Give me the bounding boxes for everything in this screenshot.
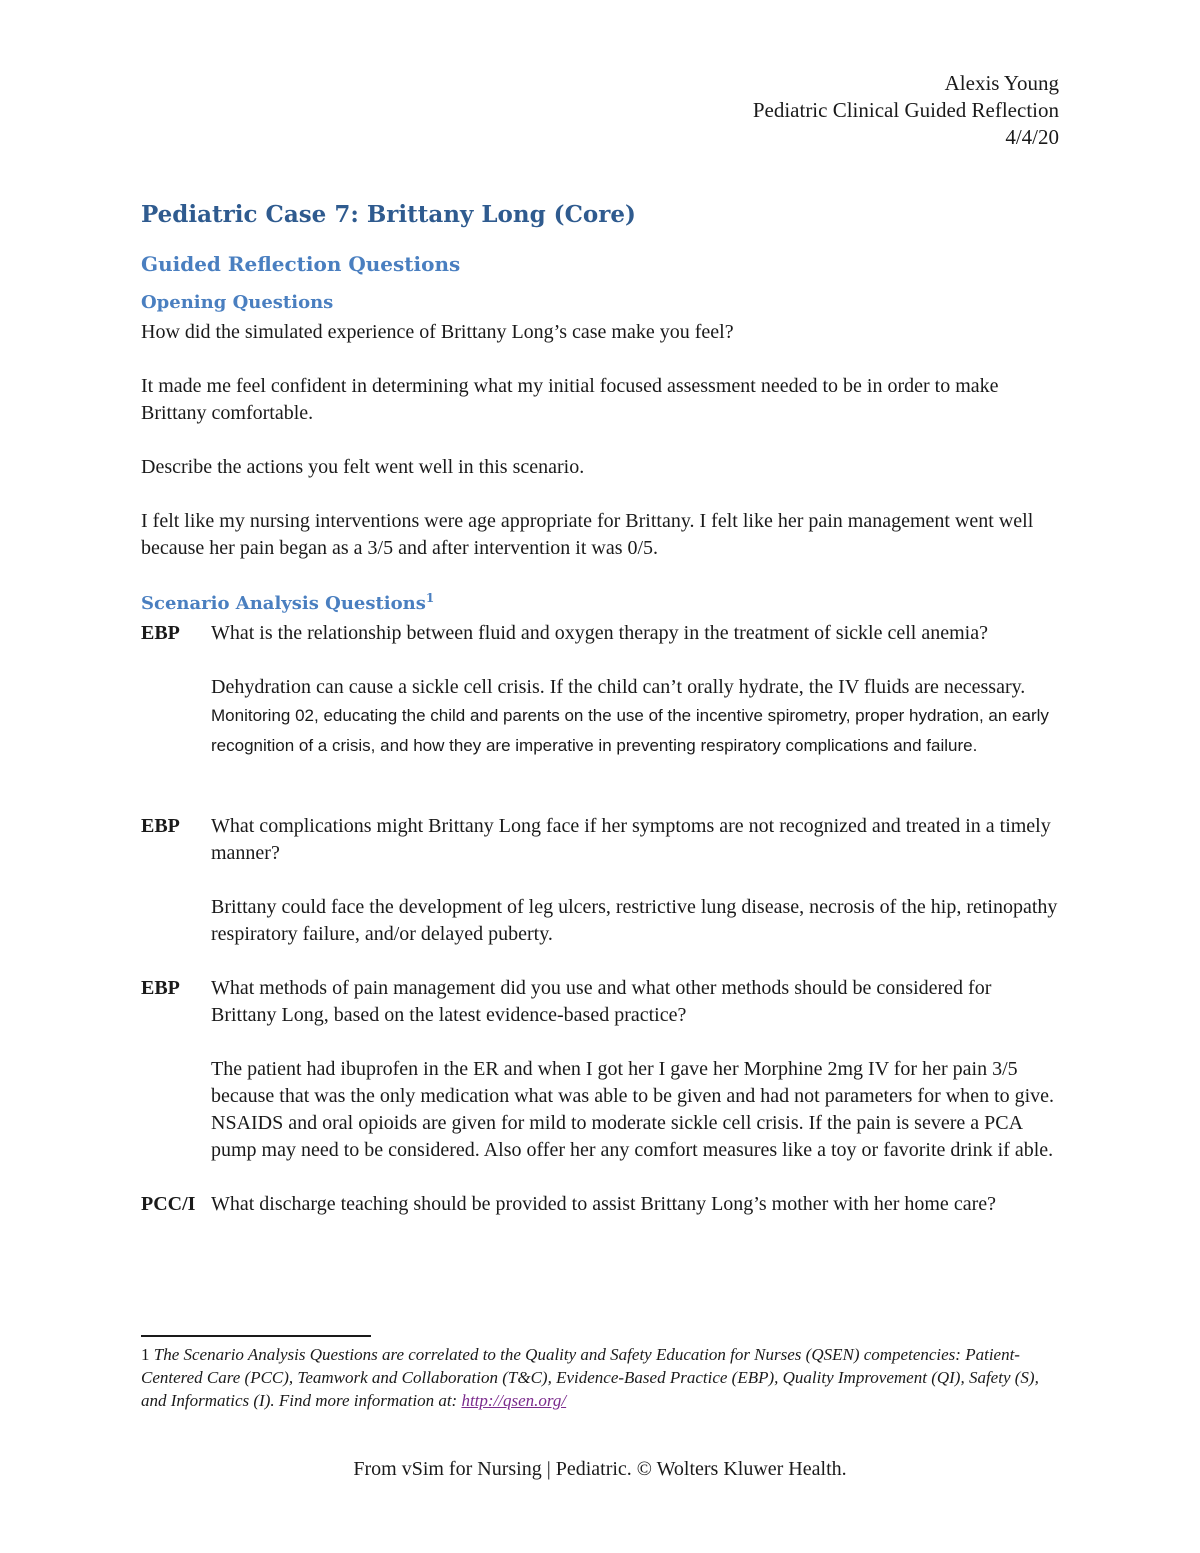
question-tag: PCC/I	[141, 1193, 196, 1215]
answer-sans-part: Monitoring 02, educating the child and parents on the use of the incentive spirometry, proper hydration, an early recognition of a crisis, and how they are imperative in preventing respiratory complications and failure.	[211, 706, 1049, 755]
opening-heading: Opening Questions	[141, 292, 334, 313]
question-text: What methods of pain management did you use and what other methods should be considered for Brittany Long, based on the latest evidence-based practice?	[211, 977, 992, 1026]
page-title: Pediatric Case 7: Brittany Long (Core)	[141, 201, 636, 228]
opening-question-1: How did the simulated experience of Brittany Long’s case make you feel?	[141, 321, 734, 343]
course-title: Pediatric Clinical Guided Reflection	[752, 98, 1059, 122]
question-text: What discharge teaching should be provided to assist Brittany Long’s mother with her home care?	[211, 1193, 996, 1215]
document-header	[753, 70, 1059, 151]
question-tag: EBP	[141, 815, 180, 837]
scenario-item-2	[141, 813, 1061, 948]
page-footer: From vSim for Nursing | Pediatric. © Wolters Kluwer Health.	[353, 1458, 847, 1480]
page-subtitle: Guided Reflection Questions	[141, 252, 461, 276]
footnote-number: 1	[141, 1345, 150, 1364]
answer-text: The patient had ibuprofen in the ER and when I got her I gave her Morphine 2mg IV for her pain 3/5 because that was the only medication what was able to be given and had not parameters for when to give. NSAIDS and oral opioids are given for mild to moderate sickle cell crisis. If the pain is severe a PCA pump may need to be considered. Also offer her any comfort measures like a toy or favorite drink if able.	[211, 1058, 1055, 1161]
scenario-item-3	[141, 975, 1061, 1164]
opening-question-2: Describe the actions you felt went well in this scenario.	[141, 456, 585, 478]
question-tag: EBP	[141, 977, 180, 999]
scenario-heading	[141, 582, 1061, 620]
qsen-link[interactable]: http://qsen.org/	[461, 1391, 567, 1410]
question-text: What is the relationship between fluid and oxygen therapy in the treatment of sickle cell anemia?	[211, 622, 988, 644]
answer-text: Brittany could face the development of leg ulcers, restrictive lung disease, necrosis of the hip, retinopathy respiratory failure, and/or delayed puberty.	[211, 896, 1058, 945]
footnote	[141, 1343, 1061, 1412]
answer-serif-part: Dehydration can cause a sickle cell crisis. If the child can’t orally hydrate, the IV fluids are necessary.	[211, 676, 1026, 698]
scenario-item-4	[141, 1191, 1061, 1218]
document-date: 4/4/20	[1005, 125, 1059, 149]
scenario-item-1	[141, 620, 1061, 761]
opening-answer-1: It made me feel confident in determining what my initial focused assessment needed to be in order to make Brittany comfortable.	[141, 375, 999, 424]
question-text: What complications might Brittany Long face if her symptoms are not recognized and treated in a timely manner?	[211, 815, 1051, 864]
footnote-text: The Scenario Analysis Questions are correlated to the Quality and Safety Education for Nurses (QSEN) competencies: Patient-Centered Care (PCC), Teamwork and Collaboration (T&C), Evidence-Based Practice (EBP), Quality Improvement (QI), Safety (S), and Informatics (I). Find more information at:	[141, 1345, 1039, 1410]
document-body	[141, 195, 1061, 1218]
answer-text	[211, 674, 1061, 761]
question-tag: EBP	[141, 622, 180, 644]
opening-answer-2: I felt like my nursing interventions were age appropriate for Brittany. I felt like her pain management went well because her pain began as a 3/5 and after intervention it was 0/5.	[141, 510, 1034, 559]
author-name: Alexis Young	[944, 71, 1059, 95]
scenario-heading-footnote-ref: 1	[425, 591, 435, 605]
footnote-divider	[141, 1335, 371, 1337]
scenario-heading-text: Scenario Analysis Questions	[141, 593, 426, 614]
